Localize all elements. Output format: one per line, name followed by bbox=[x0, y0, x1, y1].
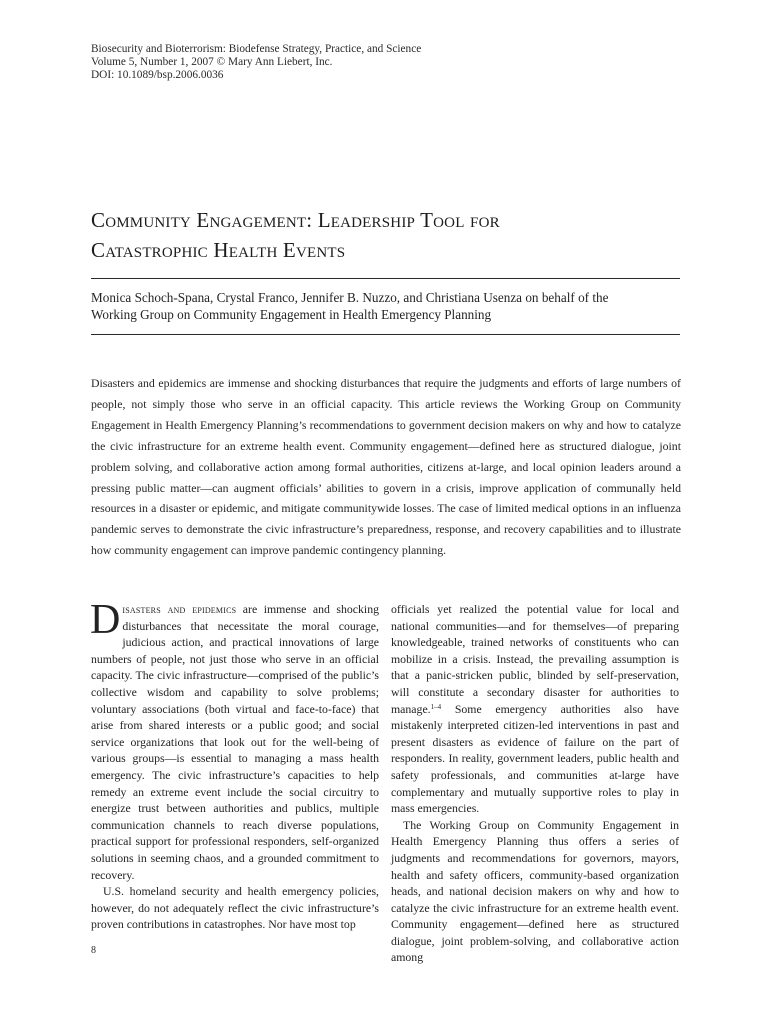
journal-title-line: Biosecurity and Bioterrorism: Biodefense Strategy, Practice, and Science bbox=[91, 43, 422, 55]
title-line-1: Community Engagement: Leadership Tool for bbox=[91, 208, 500, 232]
journal-header bbox=[91, 43, 691, 82]
body-paragraph-3: The Working Group on Community Engagement in Health Emergency Planning thus offers a series of judgments and recommendations for governors, mayors, health and safety officers, community-based organization heads, and national decision makers on why and how to catalyze the civic infrastructure for an extreme health event. Community engagement—defined here as structured dialogue, joint problem-solving, and collaborative action among bbox=[391, 817, 679, 965]
body-paragraph-1 bbox=[90, 597, 379, 883]
reference-superscript: 1–4 bbox=[430, 702, 442, 711]
article-title bbox=[91, 205, 691, 265]
journal-doi-line: DOI: 10.1089/bsp.2006.0036 bbox=[91, 69, 224, 81]
title-line-2: Catastrophic Health Events bbox=[91, 238, 346, 262]
drop-cap: D bbox=[90, 597, 121, 643]
paragraph-2-text-a: officials yet realized the potential value for local and national communities—and for themselves—of preparing knowledgeable, trained networks of constituents who can mobilize in a crisis. Instead, the prevailing assumption is that a panic-stricken public, blinded by self-preservation, will constitute a secondary disaster for authorities to manage. bbox=[391, 602, 679, 716]
lead-in-small-caps: isasters and epidemics bbox=[122, 602, 237, 616]
author-list bbox=[91, 289, 681, 323]
authors-divider bbox=[91, 334, 680, 335]
paragraph-2-text-b: Some emergency authorities also have mistakenly interpreted citizen-led interventions in past and present disasters as evidence of failure on the part of responders. In reality, government leaders, public health and safety professionals, and communities at-large have complementary and mutually supportive roles to play in mass emergencies. bbox=[391, 701, 679, 816]
body-paragraph-2-continued bbox=[391, 601, 679, 817]
body-paragraph-2-start: U.S. homeland security and health emergency policies, however, do not adequately reflect the civic infrastructure’s proven contributions in catastrophes. Nor have most top bbox=[91, 884, 379, 932]
body-column-left bbox=[90, 597, 379, 933]
body-column-right bbox=[391, 601, 679, 966]
authors-line-1: Monica Schoch-Spana, Crystal Franco, Jennifer B. Nuzzo, and Christiana Usenza on behalf of the bbox=[91, 290, 609, 305]
page-number: 8 bbox=[91, 945, 96, 956]
authors-line-2: Working Group on Community Engagement in Health Emergency Planning bbox=[91, 307, 492, 322]
journal-volume-line: Volume 5, Number 1, 2007 © Mary Ann Liebert, Inc. bbox=[91, 56, 333, 68]
title-divider bbox=[91, 278, 680, 279]
paragraph-1-text: are immense and shocking disturbances that necessitate the moral courage, judicious action, and practical innovations of large numbers of people, not just those who serve in an official capacity. The civic infrastructure—comprised of the public’s collective wisdom and capability to solve problems; voluntary associations (both virtual and face-to-face) that arise from shared interests or a public good; and social service organizations that look out for the well-being of various groups—is essential to managing a mass health emergency. The civic infrastructure’s capacities to help remedy an extreme event include the social circuitry to energize trust between authorities and publics, multiple communication channels to reach diverse populations, practical support for professional responders, self-organized solutions in seeming chaos, and a grounded commitment to recovery. bbox=[91, 602, 379, 882]
abstract: Disasters and epidemics are immense and shocking disturbances that require the judgments and efforts of large numbers of people, not simply those who serve in an official capacity. This article reviews the Working Group on Community Engagement in Health Emergency Planning’s recommendations to government decision makers on why and how to catalyze the civic infrastructure for an extreme health event. Community engagement—defined here as structured dialogue, joint problem solving, and collaborative action among formal authorities, citizens at-large, and local opinion leaders around a pressing public matter—can augment officials’ abilities to govern in a crisis, improve application of communally held resources in a disaster or epidemic, and mitigate communitywide losses. The case of limited medical options in an influenza pandemic serves to demonstrate the civic infrastructure’s preparedness, response, and recovery capabilities and to illustrate how community engagement can improve pandemic contingency planning. bbox=[91, 376, 681, 558]
